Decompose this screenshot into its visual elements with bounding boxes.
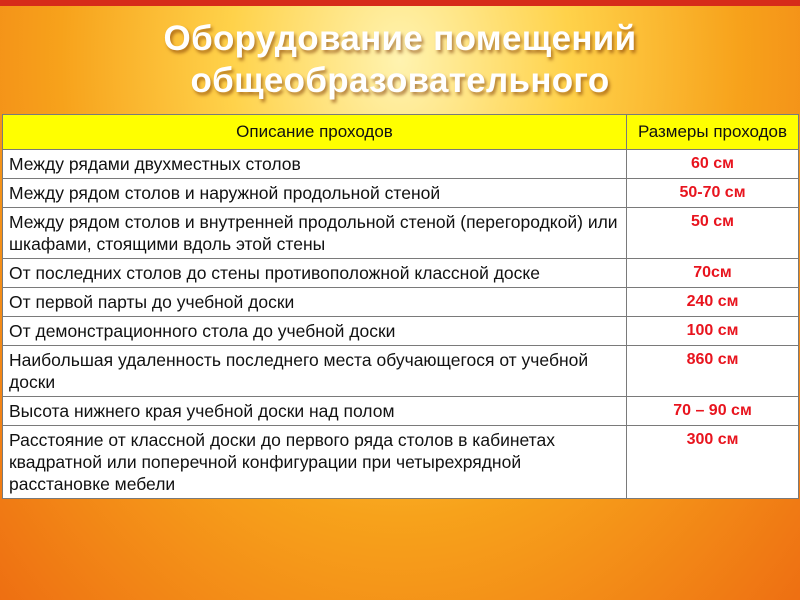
table-header-row xyxy=(3,115,799,150)
row-size: 70см xyxy=(627,259,799,288)
table-row xyxy=(3,288,799,317)
row-description: От первой парты до учебной доски xyxy=(3,288,627,317)
row-size: 300 см xyxy=(627,426,799,499)
row-description: От последних столов до стены противоположной классной доске xyxy=(3,259,627,288)
table-row xyxy=(3,150,799,179)
table-row xyxy=(3,426,799,499)
header-description: Описание проходов xyxy=(3,115,627,150)
page-title-line-1: Оборудование помещений xyxy=(163,19,637,58)
table-row xyxy=(3,317,799,346)
row-description: Между рядами двухместных столов xyxy=(3,150,627,179)
row-size: 860 см xyxy=(627,346,799,397)
table-row xyxy=(3,346,799,397)
row-description: Между рядом столов и наружной продольной стеной xyxy=(3,179,627,208)
table-container xyxy=(2,114,798,600)
table-row xyxy=(3,179,799,208)
row-size: 50 см xyxy=(627,208,799,259)
header-size: Размеры проходов xyxy=(627,115,799,150)
title-band xyxy=(0,0,800,114)
row-description: Высота нижнего края учебной доски над полом xyxy=(3,397,627,426)
row-size: 60 см xyxy=(627,150,799,179)
row-size: 240 см xyxy=(627,288,799,317)
row-description: Между рядом столов и внутренней продольной стеной (перегородкой) или шкафами, стоящими вдоль этой стены xyxy=(3,208,627,259)
row-size: 100 см xyxy=(627,317,799,346)
row-size: 70 – 90 см xyxy=(627,397,799,426)
table-row xyxy=(3,397,799,426)
passage-sizes-table xyxy=(2,114,799,499)
row-description: Наибольшая удаленность последнего места обучающегося от учебной доски xyxy=(3,346,627,397)
row-description: От демонстрационного стола до учебной доски xyxy=(3,317,627,346)
table-row xyxy=(3,259,799,288)
row-description: Расстояние от классной доски до первого ряда столов в кабинетах квадратной или поперечной конфигурации при четырехрядной расстановке мебели xyxy=(3,426,627,499)
page-title-line-2: общеобразовательного xyxy=(190,61,610,100)
row-size: 50-70 см xyxy=(627,179,799,208)
table-row xyxy=(3,208,799,259)
